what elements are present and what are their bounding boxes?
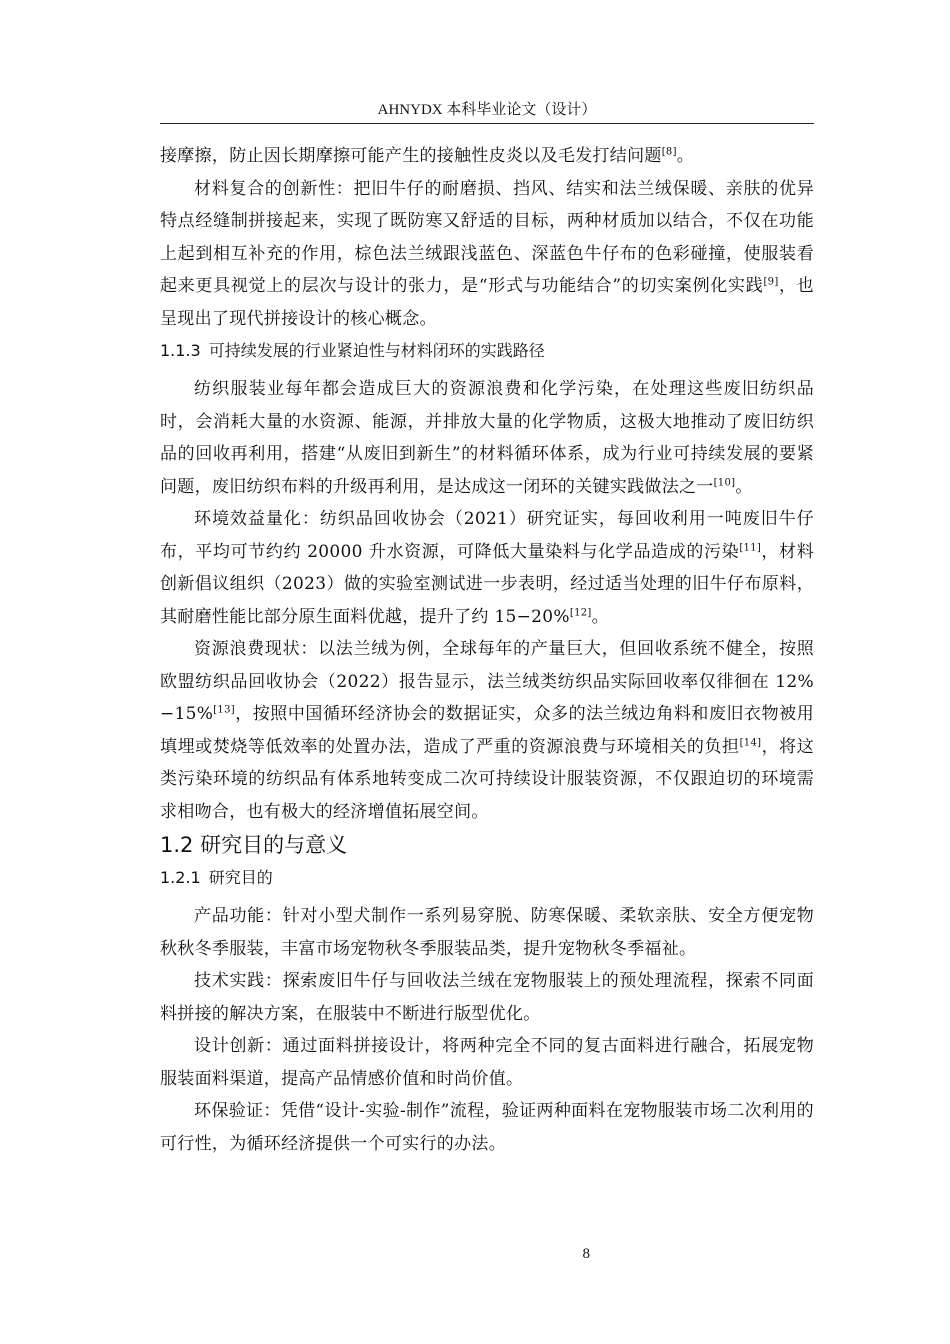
section-heading-1-2: 1.2 研究目的与意义: [160, 833, 348, 857]
paragraph-resource-waste: 资源浪费现状：以法兰绒为例，全球每年的产量巨大，但回收系统不健全，按照欧盟纺织品回收协会（2022）报告显示，法兰绒类纺织品实际回收率仅徘徊在 12%−15%[13]，按照中国循环经济协会的数据证实，众多的法兰绒边角料和废旧衣物被用填埋或焚烧等低效率的处置办法，造成了严重的资源浪费与环境相关的负担[14]，将这类污染环境的纺织品有体系地转变成二次可持续设计服装资源，不仅跟迫切的环境需求相吻合，也有极大的经济增值拓展空间。: [160, 639, 815, 822]
paragraph-material-innovation: 材料复合的创新性：把旧牛仔的耐磨损、挡风、结实和法兰绒保暖、亲肤的优异特点经缝制拼接起来，实现了既防寒又舒适的目标，两种材质加以结合，不仅在功能上起到相互补充的作用，棕色法兰绒跟浅蓝色、深蓝色牛仔布的色彩碰撞，使服装看起来更具视觉上的层次与设计的张力，是“形式与功能结合”的切实案例化实践[9]，也呈现出了现代拼接设计的核心概念。: [160, 178, 814, 329]
citation-ref: [9]: [763, 276, 779, 288]
header-rule: [160, 123, 814, 124]
section-heading-1-1-3: 1.1.3 可持续发展的行业紧迫性与材料闭环的实践路径: [160, 341, 545, 360]
citation-ref: [8]: [661, 146, 677, 158]
section-heading-1-2-1: 1.2.1 研究目的: [160, 868, 273, 887]
paragraph-product-function: 产品功能：针对小型犬制作一系列易穿脱、防寒保暖、柔软亲肤、安全方便宠物秋秋冬季服装，丰富市场宠物秋冬季服装品类，提升宠物秋冬季福祉。: [160, 906, 814, 959]
paragraph-eco-validation: 环保验证：凭借“设计-实验-制作”流程，验证两种面料在宠物服装市场二次利用的可行性，为循环经济提供一个可实行的办法。: [160, 1101, 814, 1154]
paragraph-design-innovation: 设计创新：通过面料拼接设计，将两种完全不同的复古面料进行融合，拓展宠物服装面料渠道，提高产品情感价值和时尚价值。: [160, 1036, 814, 1089]
page-body: [160, 140, 814, 1160]
citation-ref: [14]: [739, 736, 762, 748]
paragraph-technical-practice: 技术实践：探索废旧牛仔与回收法兰绒在宠物服装上的预处理流程，探索不同面料拼接的解决方案，在服装中不断进行版型优化。: [160, 971, 814, 1024]
citation-ref: [10]: [713, 476, 736, 488]
paragraph-continued: 接摩擦，防止因长期摩擦可能产生的接触性皮炎以及毛发打结问题[8]。: [160, 146, 695, 166]
paragraph-sustainability: 纺织服装业每年都会造成巨大的资源浪费和化学污染，在处理这些废旧纺织品时，会消耗大量的水资源、能源，并排放大量的化学物质，这极大地推动了废旧纺织品的回收再利用，搭建“从废旧到新生”的材料循环体系，成为行业可持续发展的要紧问题，废旧纺织布料的升级再利用，是达成这一闭环的关键实践做法之一[10]。: [160, 379, 814, 497]
citation-ref: [13]: [213, 704, 235, 716]
page-number: 8: [582, 1246, 590, 1262]
running-header: AHNYDX 本科毕业论文（设计）: [377, 102, 597, 118]
paragraph-environmental-benefit: 环境效益量化：纺织品回收协会（2021）研究证实，每回收利用一吨废旧牛仔布，平均可节约约 20000 升水资源，可降低大量染料与化学品造成的污染[11]，材料创新倡议组织（2023）做的实验室测试进一步表明，经过适当处理的旧牛仔布原料，其耐磨性能比部分原生面料优越，提升了约 15−20%[12]。: [160, 509, 814, 627]
citation-ref: [11]: [739, 541, 762, 553]
citation-ref: [12]: [569, 606, 592, 618]
